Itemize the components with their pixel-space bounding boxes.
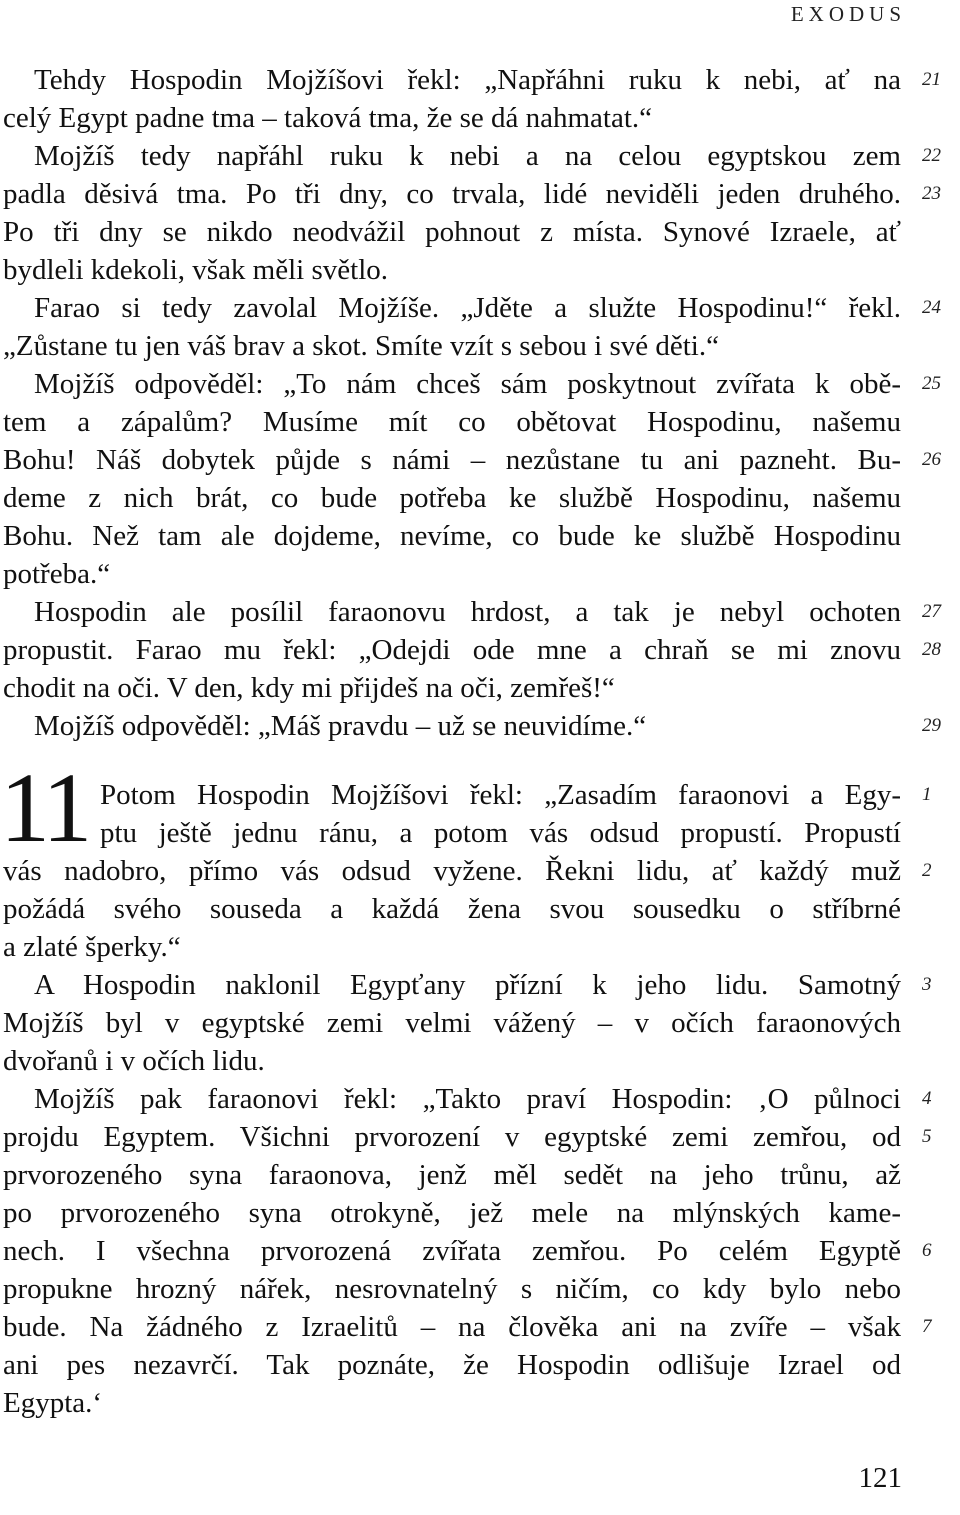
text-line: Mojžíš odpověděl: „Máš pravdu – už se neuvidíme.“ bbox=[34, 710, 647, 742]
running-header: EXODUS bbox=[790, 2, 906, 26]
verse-number: 2 bbox=[922, 860, 932, 881]
text-line: Mojžíš byl v egyptské zemi velmi vážený – v očích faraonových bbox=[3, 1007, 901, 1039]
text-line: dvořanů i v očích lidu. bbox=[3, 1045, 265, 1077]
text-line: Mojžíš odpověděl: „To nám chceš sám poskytnout zvířata k obě- bbox=[34, 368, 901, 400]
verse-number: 7 bbox=[922, 1316, 932, 1337]
text-line: potřeba.“ bbox=[3, 558, 111, 590]
chapter-number: 11 bbox=[0, 752, 89, 863]
text-line: vás nadobro, přímo vás odsud vyžene. Řekni lidu, ať každý muž bbox=[3, 855, 901, 887]
text-line: Hospodin ale posílil faraonovu hrdost, a tak je nebyl ochoten bbox=[34, 596, 901, 628]
verse-number: 25 bbox=[922, 373, 941, 394]
text-line: po prvorozeného syna otrokyně, jež mele na mlýnských kame- bbox=[3, 1197, 901, 1229]
text-line: ani pes nezavrčí. Tak poznáte, že Hospodin odlišuje Izrael od bbox=[3, 1349, 901, 1381]
text-line: Tehdy Hospodin Mojžíšovi řekl: „Napřáhni ruku k nebi, ať na bbox=[34, 64, 901, 96]
verse-number: 21 bbox=[922, 69, 941, 90]
text-line: projdu Egyptem. Všichni prvorození v egyptské zemi zemřou, od bbox=[3, 1121, 901, 1153]
verse-number: 6 bbox=[922, 1240, 932, 1261]
text-line: a zlaté šperky.“ bbox=[3, 931, 181, 963]
text-line: propustit. Farao mu řekl: „Odejdi ode mne a chraň se mi znovu bbox=[3, 634, 901, 666]
text-line: Egypta.‘ bbox=[3, 1387, 103, 1419]
verse-number: 26 bbox=[922, 449, 941, 470]
text-line: deme z nich brát, co bude potřeba ke službě Hospodinu, našemu bbox=[3, 482, 901, 514]
text-line: Farao si tedy zavolal Mojžíše. „Jděte a služte Hospodinu!“ řekl. bbox=[34, 292, 901, 324]
verse-number: 27 bbox=[922, 601, 941, 622]
text-line: požádá svého souseda a každá žena svou sousedku o stříbrné bbox=[3, 893, 901, 925]
text-line: Potom Hospodin Mojžíšovi řekl: „Zasadím faraonovi a Egy- bbox=[100, 779, 901, 811]
text-line: celý Egypt padne tma – taková tma, že se dá nahmatat.“ bbox=[3, 102, 653, 134]
text-line: bydleli kdekoli, však měli světlo. bbox=[3, 254, 389, 286]
text-line: tem a zápalům? Musíme mít co obětovat Hospodinu, našemu bbox=[3, 406, 901, 438]
verse-number: 22 bbox=[922, 145, 941, 166]
verse-number: 29 bbox=[922, 715, 941, 736]
text-line: „Zůstane tu jen váš brav a skot. Smíte vzít s sebou i své děti.“ bbox=[3, 330, 719, 362]
text-line: Po tři dny se nikdo neodvážil pohnout z místa. Synové Izraele, ať bbox=[3, 216, 901, 248]
text-line: Bohu. Než tam ale dojdeme, nevíme, co bude ke službě Hospodinu bbox=[3, 520, 901, 552]
text-line: Bohu! Náš dobytek půjde s námi – nezůstane tu ani pazneht. Bu- bbox=[3, 444, 901, 476]
text-line: Mojžíš pak faraonovi řekl: „Takto praví Hospodin: ‚O půlnoci bbox=[34, 1083, 901, 1115]
text-line: A Hospodin naklonil Egypťany přízní k jeho lidu. Samotný bbox=[34, 969, 901, 1001]
verse-number: 1 bbox=[922, 784, 932, 805]
verse-number: 5 bbox=[922, 1126, 932, 1147]
text-line: Mojžíš tedy napřáhl ruku k nebi a na celou egyptskou zem bbox=[34, 140, 901, 172]
text-line: prvorozeného syna faraonova, jenž měl sedět na jeho trůnu, až bbox=[3, 1159, 901, 1191]
text-line: chodit na oči. V den, kdy mi přijdeš na oči, zemřeš!“ bbox=[3, 672, 615, 704]
verse-number: 4 bbox=[922, 1088, 932, 1109]
text-line: padla děsivá tma. Po tři dny, co trvala, lidé neviděli jeden druhého. bbox=[3, 178, 901, 210]
page-number: 121 bbox=[858, 1462, 902, 1494]
verse-number: 24 bbox=[922, 297, 941, 318]
verse-number: 28 bbox=[922, 639, 941, 660]
text-line: ptu ještě jednu ránu, a potom vás odsud propustí. Propustí bbox=[100, 817, 901, 849]
text-line: bude. Na žádného z Izraelitů – na člověka ani na zvíře – však bbox=[3, 1311, 901, 1343]
verse-number: 3 bbox=[922, 974, 932, 995]
text-line: nech. I všechna prvorozená zvířata zemřou. Po celém Egyptě bbox=[3, 1235, 901, 1267]
verse-number: 23 bbox=[922, 183, 941, 204]
text-line: propukne hrozný nářek, nesrovnatelný s ničím, co kdy bylo nebo bbox=[3, 1273, 901, 1305]
